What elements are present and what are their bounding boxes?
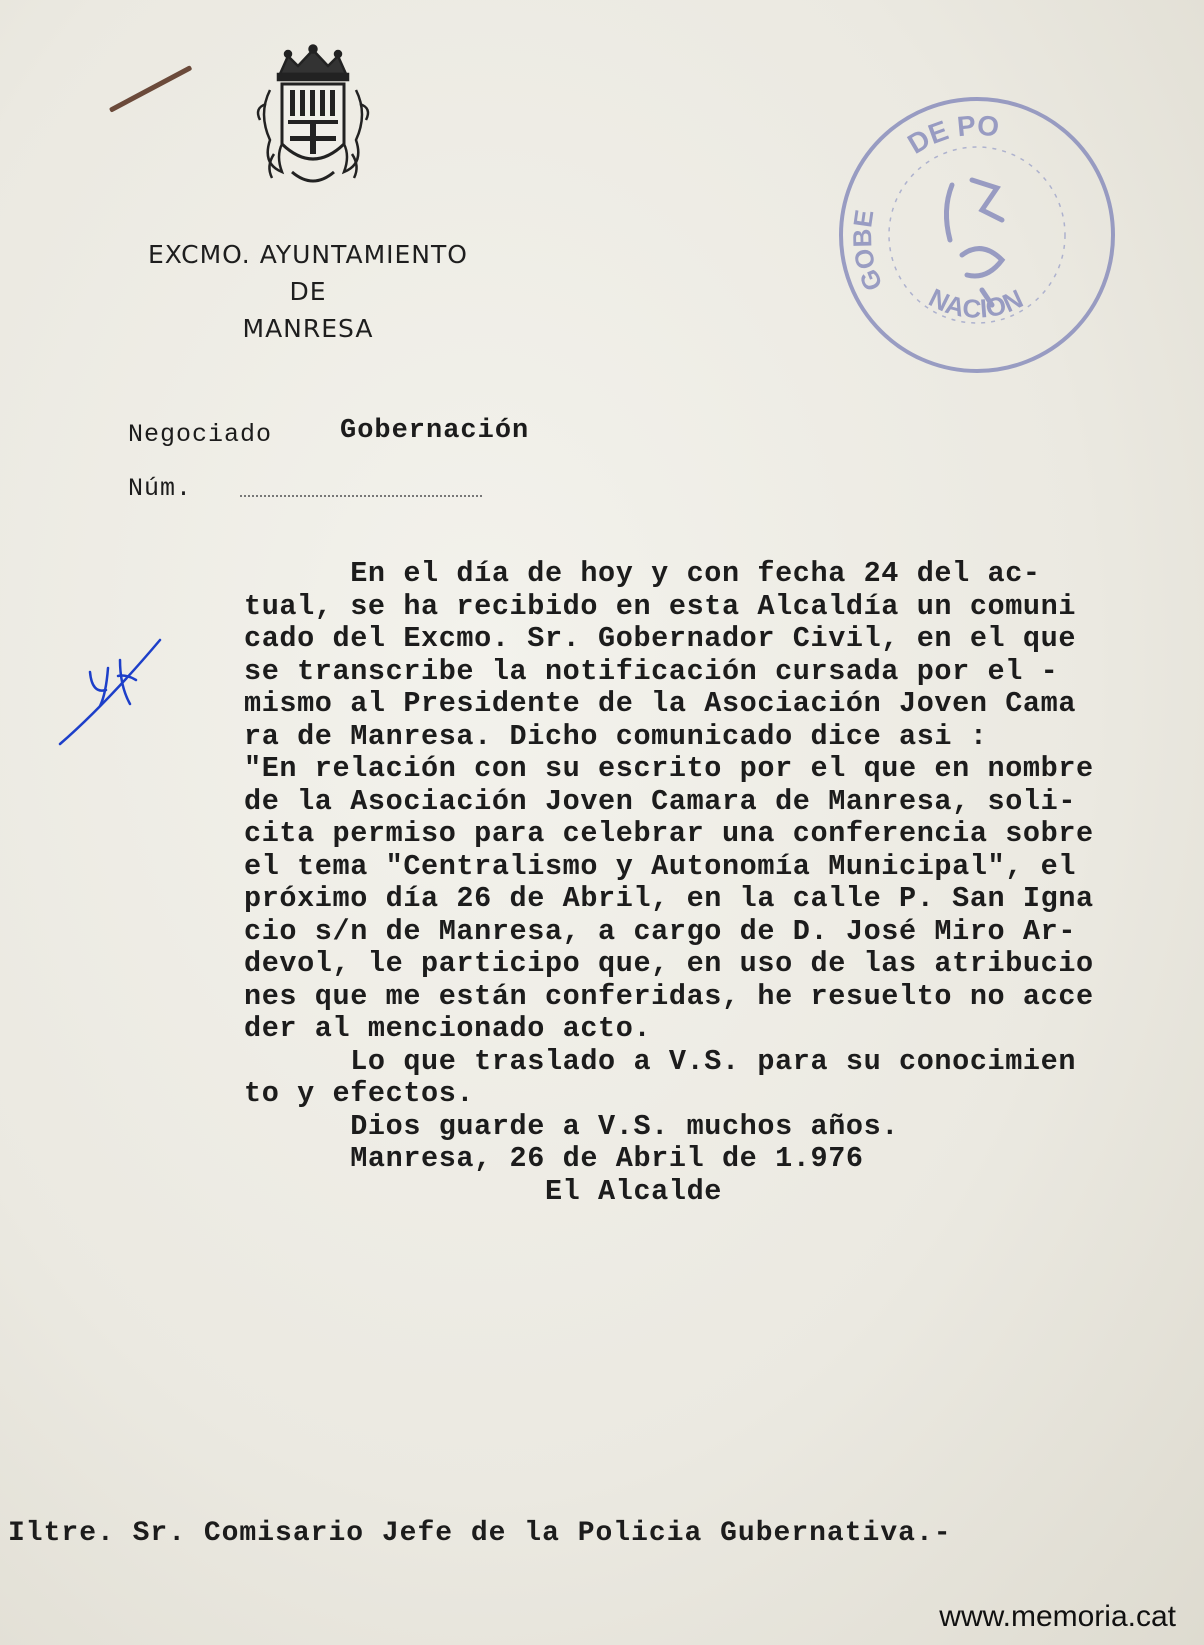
body-line: to y efectos. (244, 1077, 475, 1110)
body-line: cado del Excmo. Sr. Gobernador Civil, en el que (244, 622, 1077, 655)
negociado-label: Negociado (128, 420, 273, 449)
letterhead-line-1: EXCMO. AYUNTAMIENTO (148, 240, 468, 269)
municipality-letterhead (128, 236, 488, 347)
stamp-top-text: DE PO (902, 109, 1001, 160)
pen-stroke-mark (109, 65, 193, 113)
body-line: el tema "Centralismo y Autonomía Municipal", el (244, 849, 1077, 883)
body-line: nes que me están conferidas, he resuelto no acce (244, 979, 1094, 1013)
body-line: El Alcalde (244, 1174, 722, 1208)
body-line: "En relación con su escrito por el que en nombre (244, 752, 1094, 785)
letter-body (244, 558, 1184, 1208)
coat-of-arms-icon (252, 44, 374, 194)
body-line: se transcribe la notificación cursada por el - (244, 654, 1059, 688)
body-line: tual, se ha recibido en esta Alcaldía un comuni (244, 589, 1077, 623)
source-watermark: www.memoria.cat (939, 1600, 1176, 1633)
body-line: Dios guarde a V.S. muchos años. (244, 1109, 900, 1143)
body-line: de la Asociación Joven Camara de Manresa, soli- (244, 784, 1077, 818)
num-label: Núm. (128, 474, 193, 503)
body-line: cio s/n de Manresa, a cargo de D. José Miro Ar- (244, 914, 1077, 948)
body-line: próximo día 26 de Abril, en la calle P. San Igna (244, 882, 1094, 915)
addressee-line: Iltre. Sr. Comisario Jefe de la Policia Gubernativa.- (8, 1518, 952, 1549)
body-line: cita permiso para celebrar una conferencia sobre (244, 817, 1094, 850)
negociado-value: Gobernación (340, 416, 530, 446)
body-line: mismo al Presidente de la Asociación Joven Cama (244, 687, 1077, 720)
body-line: En el día de hoy y con fecha 24 del ac- (244, 557, 1041, 590)
body-line: Manresa, 26 de Abril de 1.976 (244, 1142, 864, 1175)
body-line: Lo que traslado a V.S. para su conocimien (244, 1044, 1077, 1078)
body-line: devol, le participo que, en uso de las atribucio (244, 947, 1094, 980)
stamp-bottom-text: NACION (924, 282, 1028, 324)
stamp-left-text: GOBE (846, 207, 889, 296)
letterhead-line-3: MANRESA (242, 314, 374, 343)
body-line: der al mencionado acto. (244, 1012, 652, 1045)
letterhead-line-2: DE (289, 277, 327, 306)
received-stamp (832, 90, 1122, 380)
num-blank-line (240, 495, 482, 497)
body-line: ra de Manresa. Dicho comunicado dice asi : (244, 719, 988, 753)
handwritten-mark (56, 634, 166, 754)
